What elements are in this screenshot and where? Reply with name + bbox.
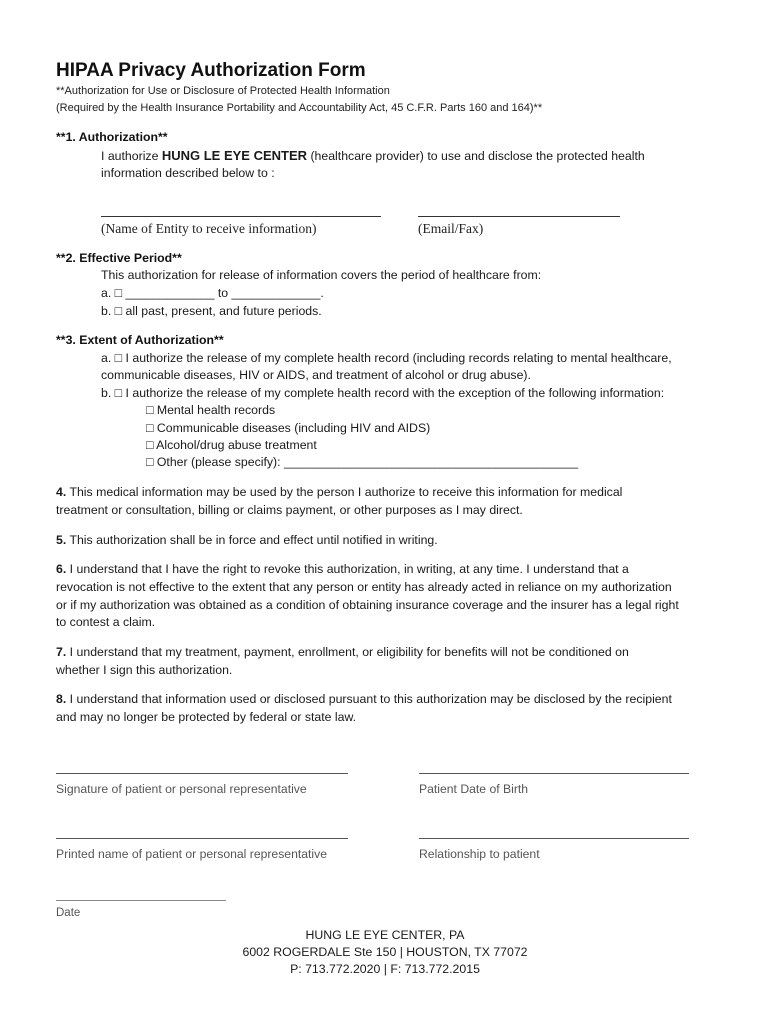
printed-name-label: Printed name of patient or personal representative — [56, 847, 327, 861]
para8-line2: and may no longer be protected by federal or state law. — [56, 710, 357, 724]
entity-name-field[interactable] — [101, 216, 381, 217]
para6-line1 — [56, 562, 629, 576]
footer-phone: P: 713.772.2020 | F: 713.772.2015 — [290, 962, 480, 976]
section1-suffix: (healthcare provider) to use and disclose the protected health — [307, 149, 645, 163]
section2-intro: This authorization for release of information covers the period of healthcare from: — [101, 268, 542, 282]
para6-number: 6. — [56, 562, 67, 576]
para5-number: 5. — [56, 533, 67, 547]
extent-option-b[interactable]: b. □ I authorize the release of my complete health record with the exception of the following information: — [101, 386, 665, 400]
dob-label: Patient Date of Birth — [419, 782, 529, 796]
para4-line1 — [56, 485, 622, 499]
extent-option-a[interactable]: a. □ I authorize the release of my complete health record (including records relating to mental healthcare, — [101, 351, 672, 365]
printed-name-field[interactable] — [56, 838, 348, 839]
form-subtitle-line2: (Required by the Health Insurance Portability and Accountability Act, 45 C.F.R. Parts 160 and 164)** — [56, 102, 543, 114]
exception-communicable[interactable]: □ Communicable diseases (including HIV and AIDS) — [146, 421, 431, 435]
form-subtitle-line1: **Authorization for Use or Disclosure of Protected Health Information — [56, 85, 390, 97]
dob-field[interactable] — [419, 773, 689, 774]
footer-address: 6002 ROGERDALE Ste 150 | HOUSTON, TX 77072 — [242, 945, 528, 959]
para7-number: 7. — [56, 645, 67, 659]
para4-line2: treatment or consultation, billing or claims payment, or other purposes as I may direct. — [56, 503, 523, 517]
relationship-field[interactable] — [419, 838, 689, 839]
email-fax-field[interactable] — [418, 216, 620, 217]
para7-text: I understand that my treatment, payment, enrollment, or eligibility for benefits will not be conditioned on — [66, 645, 629, 659]
para4-text: This medical information may be used by the person I authorize to receive this information for medical — [66, 485, 623, 499]
para6-line2: revocation is not effective to the extent that any person or entity has already acted in reliance on my authorization — [56, 580, 672, 594]
para7-line2: whether I sign this authorization. — [56, 663, 233, 677]
entity-name-label: (Name of Entity to receive information) — [101, 221, 317, 236]
relationship-label: Relationship to patient — [419, 847, 540, 861]
section3-heading: **3. Extent of Authorization** — [56, 333, 224, 347]
provider-name: HUNG LE EYE CENTER — [161, 148, 308, 163]
section1-heading: **1. Authorization** — [56, 130, 168, 144]
para8-number: 8. — [56, 692, 67, 706]
section2-heading: **2. Effective Period** — [56, 251, 182, 265]
date-label: Date — [56, 907, 81, 919]
para5-text: This authorization shall be in force and effect until notified in writing. — [66, 533, 438, 547]
signature-label: Signature of patient or personal representative — [56, 782, 307, 796]
para6-line3: or if my authorization was obtained as a condition of obtaining insurance coverage and the insurer has a legal right — [56, 598, 679, 612]
para8-text: I understand that information used or disclosed pursuant to this authorization may be disclosed by the recipient — [66, 692, 672, 706]
section1-text-line2: information described below to : — [101, 166, 275, 180]
period-option-a[interactable]: a. □ _____________ to _____________. — [101, 286, 324, 300]
para5-line1 — [56, 533, 438, 547]
footer-company: HUNG LE EYE CENTER, PA — [305, 928, 465, 942]
period-option-b[interactable]: b. □ all past, present, and future periods. — [101, 304, 322, 318]
signature-field[interactable] — [56, 773, 348, 774]
para4-number: 4. — [56, 485, 67, 499]
section1-prefix: I authorize — [101, 149, 162, 163]
date-field[interactable] — [56, 900, 226, 901]
para8-line1 — [56, 692, 672, 706]
email-fax-label: (Email/Fax) — [418, 221, 484, 236]
exception-other[interactable]: □ Other (please specify): ___________________________________________ — [146, 455, 579, 469]
para6-line4: to contest a claim. — [56, 615, 156, 629]
exception-alcohol-drug[interactable]: □ Alcohol/drug abuse treatment — [146, 438, 317, 452]
form-title: HIPAA Privacy Authorization Form — [56, 60, 366, 81]
exception-mental-health[interactable]: □ Mental health records — [146, 403, 276, 417]
para6-text: I understand that I have the right to revoke this authorization, in writing, at any time. I understand that a — [66, 562, 629, 576]
section1-text-line1 — [101, 148, 645, 163]
para7-line1 — [56, 645, 629, 659]
extent-option-a-cont: communicable diseases, HIV or AIDS, and treatment of alcohol or drug abuse). — [101, 368, 531, 382]
